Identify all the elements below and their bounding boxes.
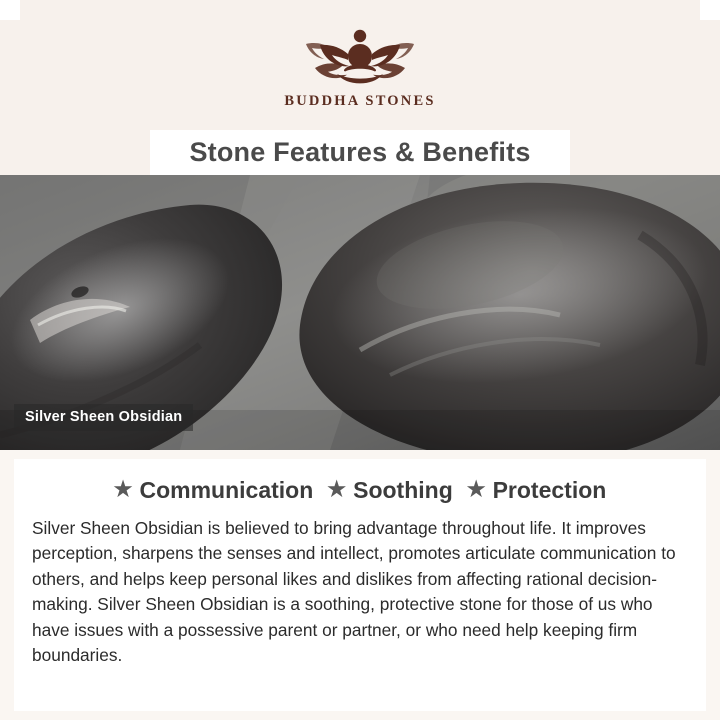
header-section — [0, 0, 720, 175]
keyword-item-communication — [114, 477, 314, 504]
keyword-item-soothing — [327, 477, 452, 504]
stone-photo — [0, 175, 720, 450]
keyword-label: Protection — [492, 477, 607, 503]
stone-name-badge: Silver Sheen Obsidian — [14, 404, 193, 431]
star-icon: ★ — [113, 478, 133, 501]
keyword-list — [32, 477, 688, 504]
description-card — [14, 459, 706, 711]
brand-name: BUDDHA STONES — [284, 93, 436, 109]
keyword-label: Soothing — [353, 477, 453, 503]
corner-mask-top-left — [0, 0, 20, 20]
keyword-label: Communication — [139, 477, 314, 503]
star-icon: ★ — [327, 478, 347, 501]
page-title: Stone Features & Benefits — [189, 137, 531, 167]
corner-mask-top-right — [700, 0, 720, 20]
star-icon: ★ — [466, 478, 486, 501]
stone-description-text: Silver Sheen Obsidian is believed to bring advantage throughout life. It improves perception, sharpens the senses and intellect, promotes articulate communication to others, and helps keep personal likes and dislikes from affecting rational decision-making. Silver Sheen Obsidian is a soothing, protective stone for those of us who have issues with a possessive parent or partner, or who need help keeping firm boundaries. — [32, 518, 676, 666]
description-section — [0, 450, 720, 720]
keyword-item-protection — [467, 477, 607, 504]
section-title-bar — [150, 130, 570, 175]
lotus-meditation-figure-icon — [285, 24, 435, 86]
brand-logo — [0, 24, 720, 110]
